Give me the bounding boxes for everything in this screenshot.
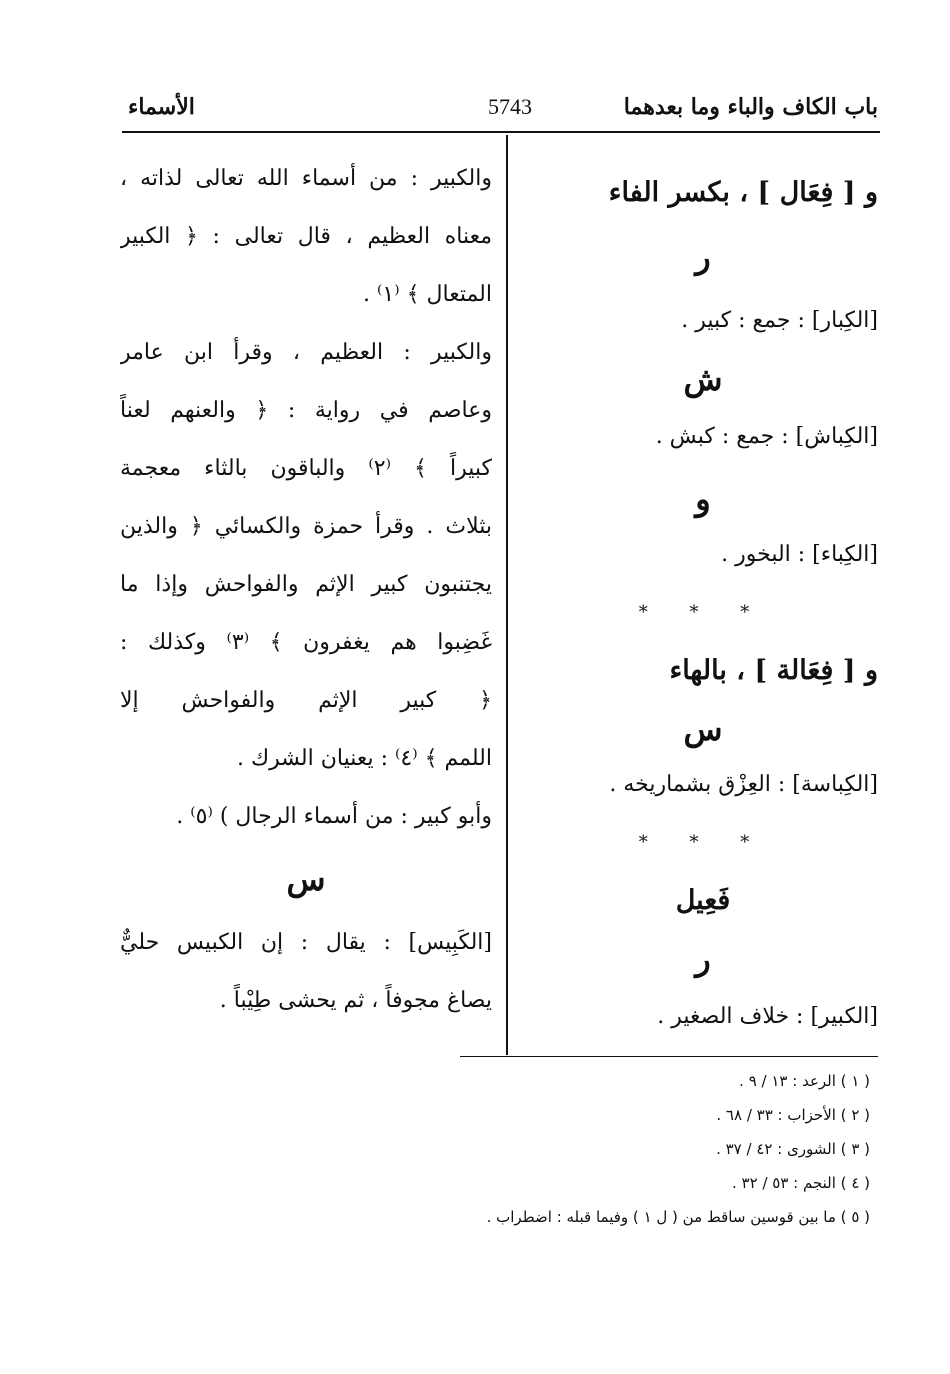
text-line: * * * <box>638 832 768 853</box>
text-line: ر <box>695 940 711 978</box>
header-rule <box>122 131 880 133</box>
text-line: و [ فِعَال ] ، بكسر الفاء <box>608 177 878 208</box>
page-number: 5743 <box>488 94 532 119</box>
text-line: غَضِبوا هم يغفرون ﴾ ⁽٣⁾ وكذلك : <box>120 630 492 655</box>
text-line: يصاغ مجوفاً ، ثم يحشى طِيْباً . <box>219 988 492 1013</box>
text-line: [الكَبِيس] : يقال : إن الكبيس حليٌّ <box>120 930 492 955</box>
text-line: س <box>286 860 326 898</box>
text-line: معناه العظيم ، قال تعالى : ﴿ الكبير <box>120 224 492 249</box>
text-line: [الكِباش] : جمع : كبش . <box>655 424 878 449</box>
text-line: ش <box>683 360 723 398</box>
text-line: فَعِيل <box>675 885 731 916</box>
left-column <box>120 150 492 1030</box>
text-line: والكبير : من أسماء الله تعالى لذاته ، <box>120 166 492 191</box>
text-line: و [ فِعَالة ] ، بالهاء <box>669 655 878 686</box>
text-line: وأبو كبير : من أسماء الرجال ) ⁽٥⁾ . <box>176 804 492 829</box>
footnote: ( ٢ ) الأحزاب : ٣٣ / ٦٨ . <box>716 1106 870 1124</box>
footnote: ( ٤ ) النجم : ٥٣ / ٣٢ . <box>732 1174 870 1192</box>
text-line: و <box>695 480 711 518</box>
footnote-rule <box>460 1056 878 1057</box>
text-line: يجتنبون كبير الإثم والفواحش وإذا ما <box>120 572 492 597</box>
text-line: ر <box>695 238 711 276</box>
text-line: والكبير : العظيم ، وقرأ ابن عامر <box>120 340 492 365</box>
text-line: كبيراً ﴾ ⁽٢⁾ والباقون بالثاء معجمة <box>120 456 492 481</box>
text-line: [الكِباء] : البخور . <box>721 542 878 567</box>
text-line: [الكِبار] : جمع : كبير . <box>681 308 878 333</box>
text-line: * * * <box>638 602 768 623</box>
footnote: ( ٣ ) الشورى : ٤٢ / ٣٧ . <box>716 1140 870 1158</box>
text-line: بثلاث . وقرأ حمزة والكسائي ﴿ والذين <box>120 514 492 539</box>
column-divider <box>506 135 508 1055</box>
text-line: [الكبير] : خلاف الصغير . <box>657 1004 878 1029</box>
text-line: [الكِباسة] : العِزْق بشماريخه . <box>609 772 878 797</box>
text-line: وعاصم في رواية : ﴿ والعنهم لعناً <box>120 398 492 423</box>
text-line: اللمم ﴾ ⁽٤⁾ : يعنيان الشرك . <box>237 746 492 771</box>
text-line: س <box>683 710 723 748</box>
right-column <box>528 150 878 1050</box>
running-head-chapter: باب الكاف والباء وما بعدهما <box>623 94 878 120</box>
running-head-section: الأسماء <box>128 94 195 120</box>
text-line: ﴿ كبير الإثم والفواحش إلا <box>120 688 492 713</box>
footnote: ( ١ ) الرعد : ١٣ / ٩ . <box>739 1072 870 1090</box>
footnote: ( ٥ ) ما بين قوسين ساقط من ( ل ١ ) وفيما قبله : اضطراب . <box>486 1208 870 1226</box>
text-line: المتعال ﴾ ⁽١⁾ . <box>363 282 492 307</box>
